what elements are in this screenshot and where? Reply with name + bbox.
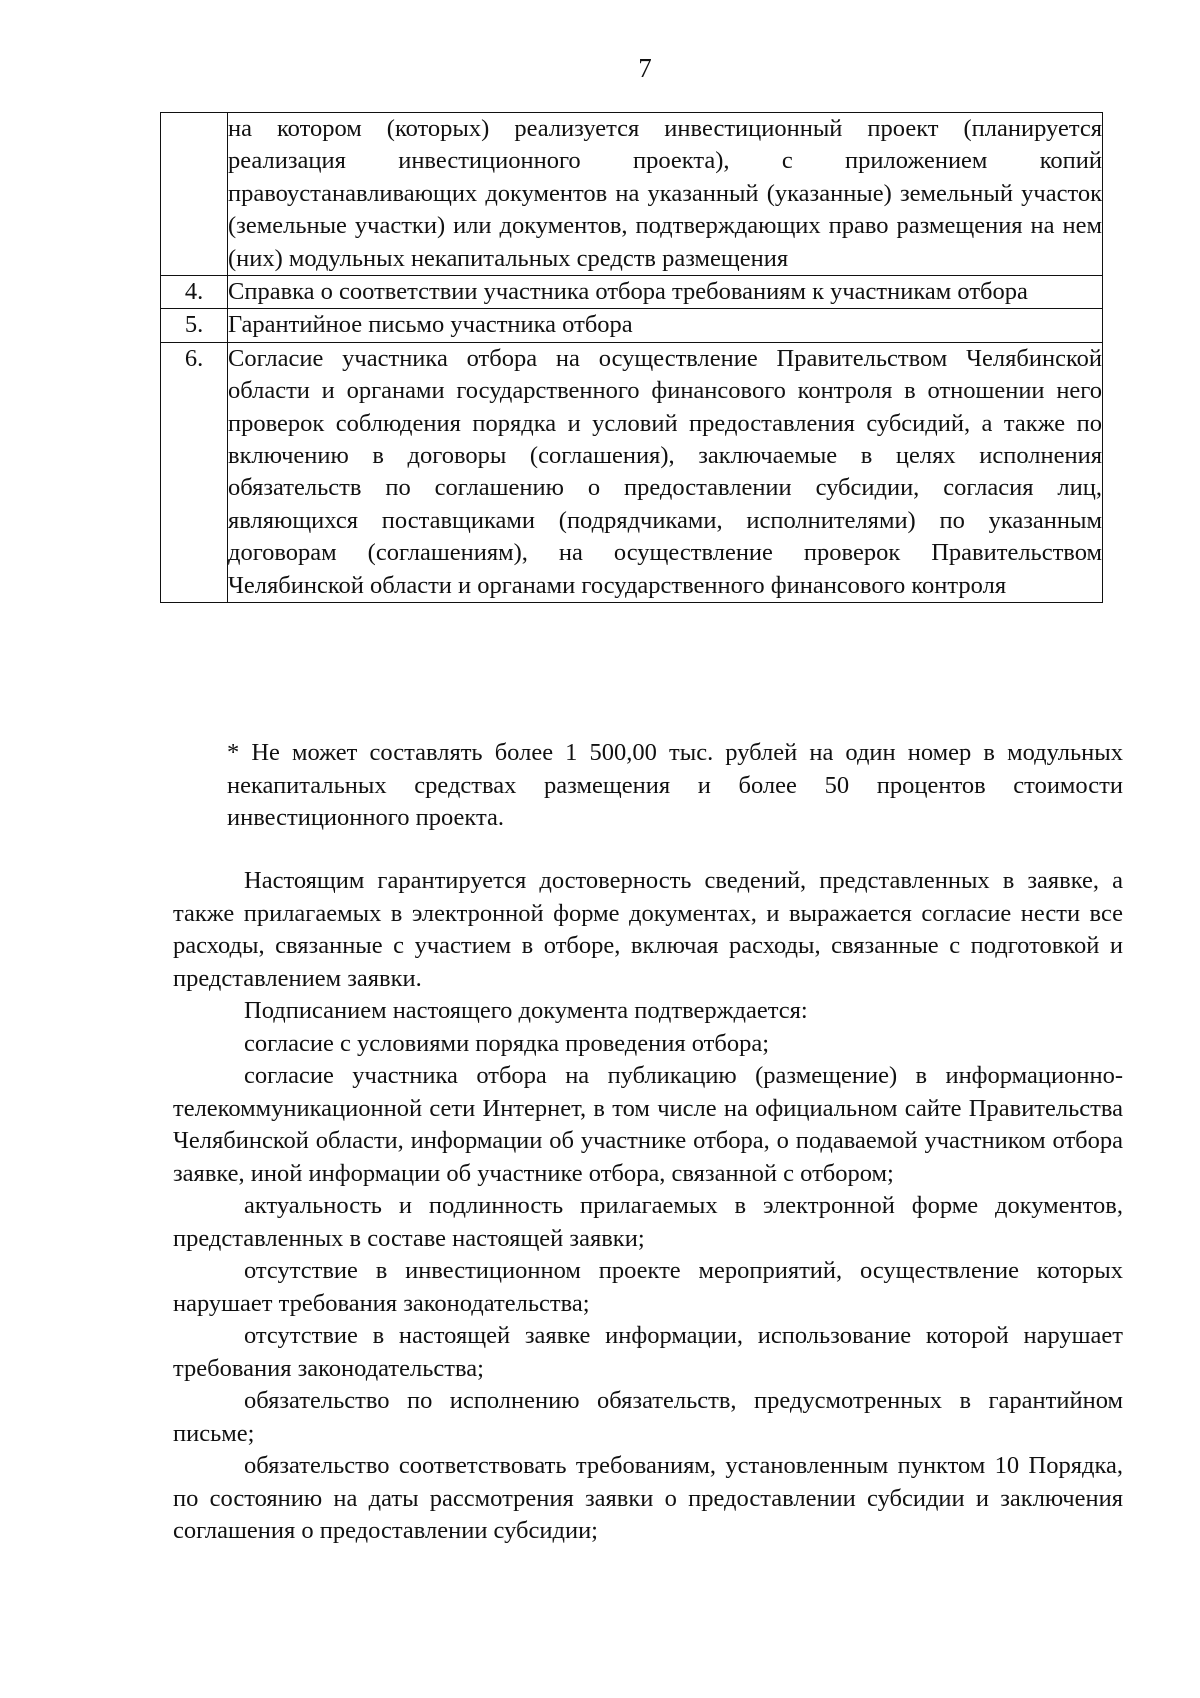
row-number: 6.: [161, 342, 228, 602]
table-row: [161, 276, 1103, 309]
page-number: 7: [638, 53, 652, 83]
paragraph-signing: Подписанием настоящего документа подтверждается:: [244, 997, 808, 1024]
paragraph-no-violating-info: отсутствие в настоящей заявке информации, использование которой нарушает требования законодательства;: [173, 1322, 1123, 1382]
footnote-text: * Не может составлять более 1 500,00 тыс. рублей на один номер в модульных некапитальных средствах размещения и более 50 процентов стоимости инвестиционного проекта.: [227, 739, 1123, 831]
row-number: [161, 113, 228, 276]
documents-table: [160, 112, 1103, 603]
row-text: Гарантийное письмо участника отбора: [228, 309, 1103, 342]
paragraph-consent-publication: согласие участника отбора на публикацию (размещение) в информационно-телекоммуникационной сети Интернет, в том числе на официальном сайте Правительства Челябинской области, информации об участнике отбора, о подаваемой участником отбора заявке, иной информации об участнике отбора, связанной с отбором;: [173, 1062, 1123, 1187]
table-row: [161, 113, 1103, 276]
paragraph-authenticity: актуальность и подлинность прилагаемых в электронной форме документов, представленных в составе настоящей заявки;: [173, 1192, 1123, 1252]
row-text: Справка о соответствии участника отбора требованиям к участникам отбора: [228, 276, 1103, 309]
row-text: на котором (которых) реализуется инвестиционный проект (планируется реализация инвестиционного проекта), с приложением копий правоустанавливающих документов на указанный (указанные) земельный участок (земельные участки) или документов, подтверждающих право размещения на нем (них) модульных некапитальных средств размещения: [228, 113, 1103, 276]
row-number: 5.: [161, 309, 228, 342]
paragraph-requirements-obligation: обязательство соответствовать требованиям, установленным пунктом 10 Порядка, по состоянию на даты рассмотрения заявки о предоставлении субсидии и заключения соглашения о предоставлении субсидии;: [173, 1452, 1123, 1544]
table-row: [161, 342, 1103, 602]
table-row: [161, 309, 1103, 342]
paragraph-no-violating-measures: отсутствие в инвестиционном проекте мероприятий, осуществление которых нарушает требования законодательства;: [173, 1257, 1123, 1317]
paragraph-consent-conditions: согласие с условиями порядка проведения отбора;: [244, 1029, 770, 1057]
body-text: [173, 865, 1123, 1548]
paragraph-guarantee-letter-obligation: обязательство по исполнению обязательств, предусмотренных в гарантийном письме;: [173, 1387, 1123, 1447]
row-number: 4.: [161, 276, 228, 309]
paragraph-guarantee: Настоящим гарантируется достоверность сведений, представленных в заявке, а также прилагаемых в электронной форме документах, и выражается согласие нести все расходы, связанные с участием в отборе, включая расходы, связанные с подготовкой и представлением заявки.: [173, 867, 1123, 992]
row-text: Согласие участника отбора на осуществление Правительством Челябинской области и органами государственного финансового контроля в отношении него проверок соблюдения порядка и условий предоставления субсидий, а также по включению в договоры (соглашения), заключаемые в целях исполнения обязательств по соглашению о предоставлении субсидии, согласия лиц, являющихся поставщиками (подрядчиками, исполнителями) по указанным договорам (соглашениям), на осуществление проверок Правительством Челябинской области и органами государственного финансового контроля: [228, 342, 1103, 602]
footnote: [173, 737, 1123, 835]
